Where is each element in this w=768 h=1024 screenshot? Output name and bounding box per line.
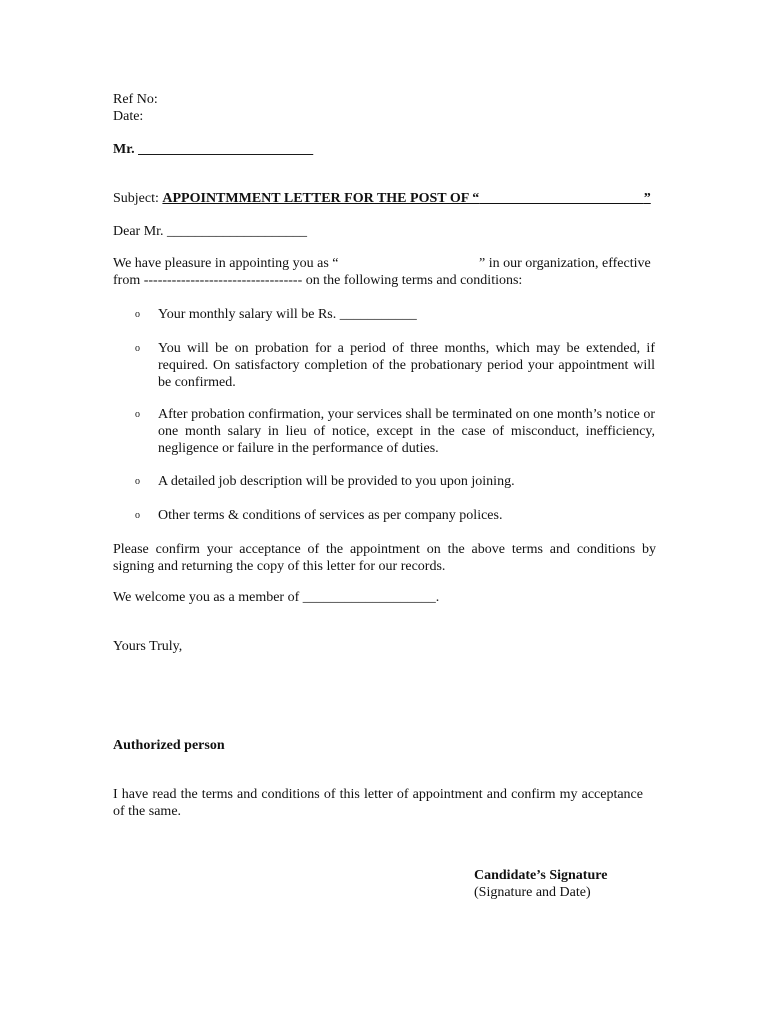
candidate-signature-title: Candidate’s Signature: [474, 868, 608, 883]
acceptance-paragraph: I have read the terms and conditions of this letter of appointment and confirm my acceptance of the same.: [113, 787, 643, 819]
intro-end: ” in our organization, effective: [479, 256, 651, 271]
subject-line: [113, 191, 651, 207]
bullet-job-description: A detailed job description will be provided to you upon joining.: [158, 474, 515, 489]
bullet-probation: You will be on probation for a period of three months, which may be extended, if required. On satisfactory completion of the probationary period your appointment will be confirmed.: [158, 341, 655, 390]
subject-heading: [162, 191, 650, 206]
salutation-text: Dear Mr.: [113, 224, 164, 239]
salutation-name-blank: ____________________: [167, 224, 308, 239]
bullet-other-terms: Other terms & conditions of services as per company polices.: [158, 508, 503, 523]
salutation: [113, 224, 307, 240]
recipient-title: Mr.: [113, 142, 135, 157]
intro-line-2: from ---------------------------------- on the following terms and conditions:: [113, 273, 523, 288]
date-label: Date:: [113, 109, 144, 124]
bullet-marker: o: [135, 309, 140, 320]
ref-no-label: Ref No:: [113, 92, 158, 107]
authorized-person: Authorized person: [113, 738, 225, 753]
bullet-termination: After probation confirmation, your services shall be terminated on one month’s notice or one month salary in lieu of notice, except in the case of misconduct, inefficiency, negligence or failure in the performance of duties.: [158, 407, 655, 456]
bullet-marker: o: [135, 510, 140, 521]
bullet-marker: o: [135, 343, 140, 354]
intro-start: We have pleasure in appointing you as “: [113, 256, 339, 271]
subject-heading-text: APPOINTMMENT LETTER FOR THE POST OF “: [162, 191, 480, 206]
bullet-salary: Your monthly salary will be Rs. ___________: [158, 307, 417, 322]
closing-line: Yours Truly,: [113, 639, 183, 654]
subject-close-quote: ”: [643, 191, 651, 206]
intro-line-1: [113, 256, 656, 272]
bullet-marker: o: [135, 409, 140, 420]
candidate-signature-subtitle: (Signature and Date): [474, 885, 591, 900]
confirm-paragraph: Please confirm your acceptance of the appointment on the above terms and conditions by signing and returning the copy of this letter for our records.: [113, 542, 656, 574]
post-name-blank: [479, 191, 644, 206]
recipient-line: [113, 142, 313, 158]
bullet-marker: o: [135, 476, 140, 487]
recipient-name-blank: _________________________: [138, 142, 314, 157]
welcome-line: We welcome you as a member of ___________________.: [113, 590, 440, 605]
subject-label: Subject:: [113, 191, 159, 206]
